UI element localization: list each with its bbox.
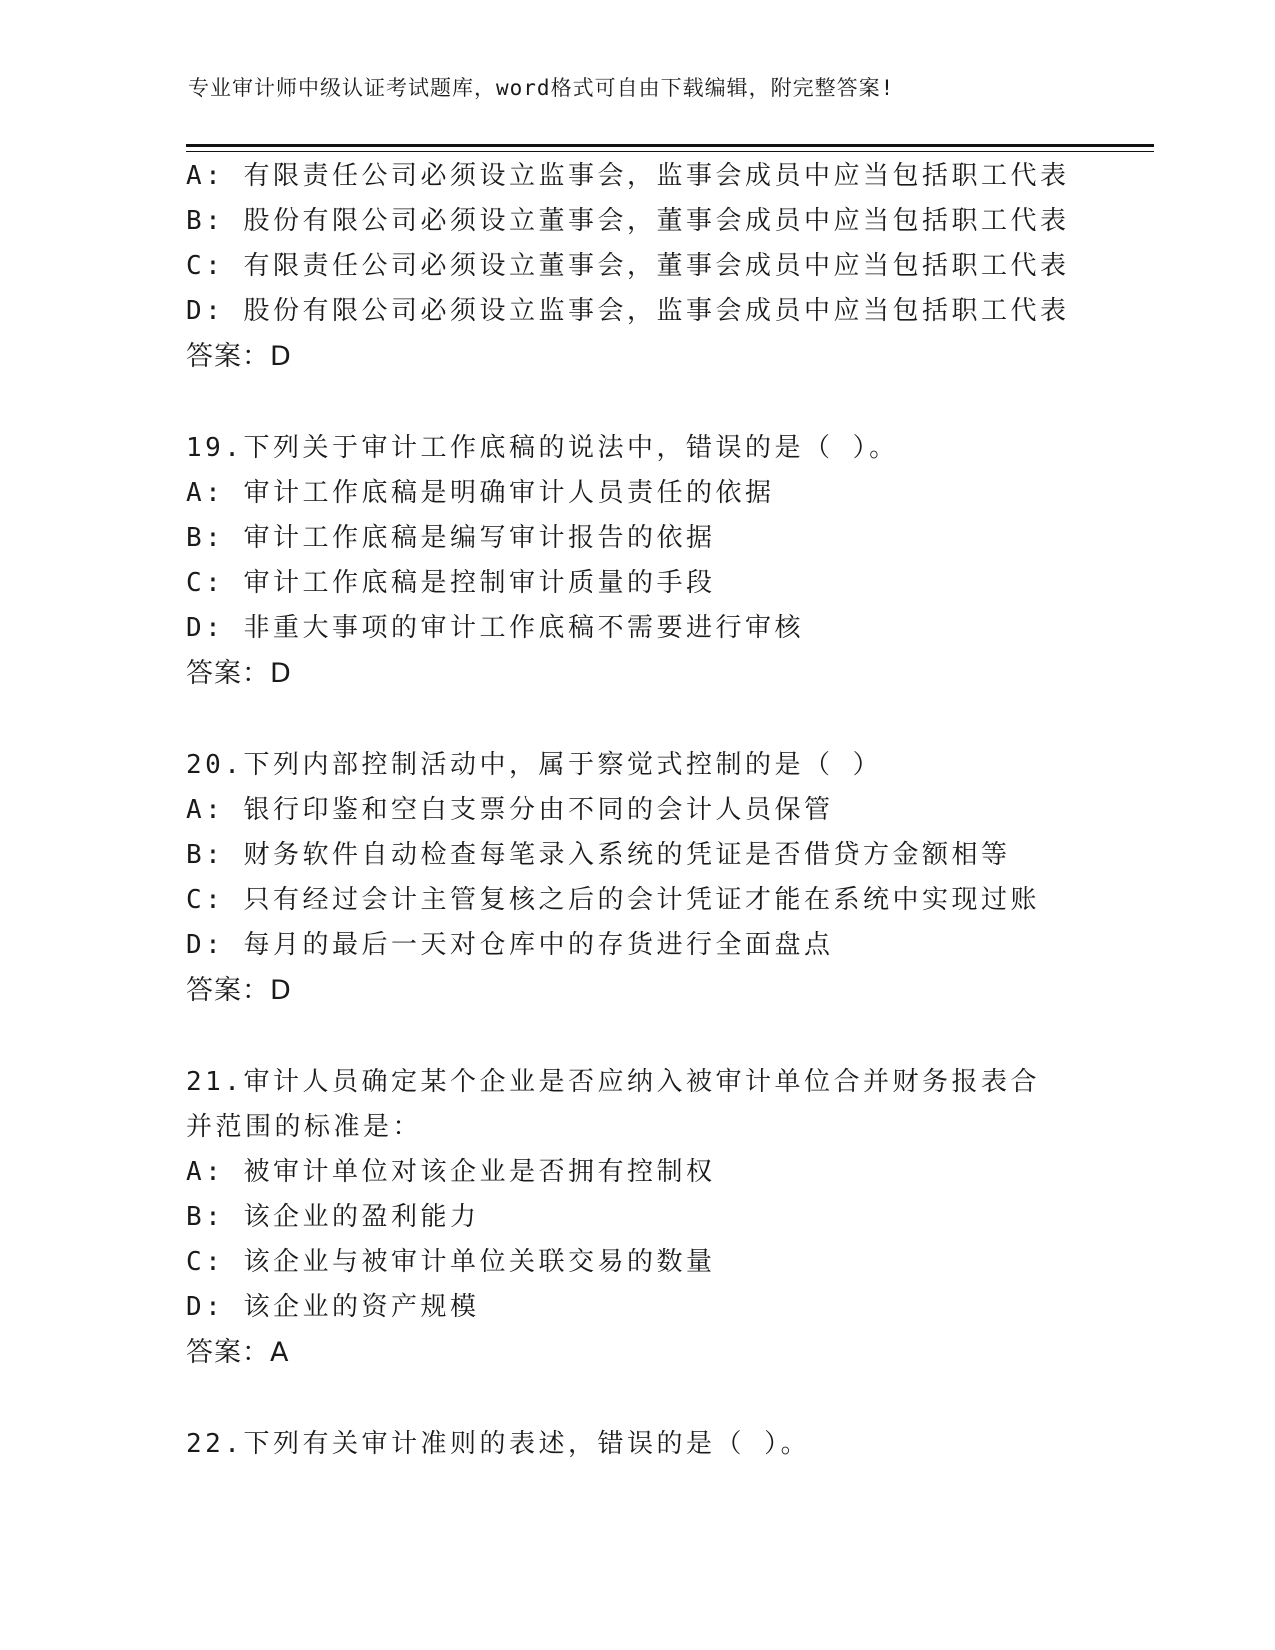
answer: 答案：D — [186, 975, 292, 1006]
option-a: A: 银行印鉴和空白支票分由不同的会计人员保管 — [186, 795, 834, 825]
option-a: A: 审计工作底稿是明确审计人员责任的依据 — [186, 478, 775, 508]
option-b: B: 审计工作底稿是编写审计报告的依据 — [186, 523, 716, 553]
question-text: 22.下列有关审计准则的表述，错误的是（ ）。 — [186, 1429, 811, 1459]
option-c: C: 审计工作底稿是控制审计质量的手段 — [186, 568, 716, 598]
question-block-19 — [186, 426, 1086, 696]
question-text: 21.审计人员确定某个企业是否应纳入被审计单位合并财务报表合并范围的标准是： — [186, 1067, 1040, 1142]
question-content — [186, 154, 1086, 1467]
option-b: B: 该企业的盈利能力 — [186, 1202, 480, 1232]
header-rule-thick — [186, 144, 1154, 147]
option-d: D: 股份有限公司必须设立监事会，监事会成员中应当包括职工代表 — [186, 296, 1070, 326]
option-d: D: 该企业的资产规模 — [186, 1292, 480, 1322]
question-block-22 — [186, 1422, 1086, 1467]
answer: 答案：D — [186, 658, 292, 689]
option-b: B: 股份有限公司必须设立董事会，董事会成员中应当包括职工代表 — [186, 206, 1070, 236]
option-c: C: 只有经过会计主管复核之后的会计凭证才能在系统中实现过账 — [186, 885, 1040, 915]
answer: 答案：A — [186, 1337, 290, 1368]
option-d: D: 每月的最后一天对仓库中的存货进行全面盘点 — [186, 930, 834, 960]
question-text: 20.下列内部控制活动中，属于察觉式控制的是（ ） — [186, 750, 883, 780]
page-header: 专业审计师中级认证考试题库，word格式可自由下载编辑，附完整答案! — [188, 76, 895, 100]
option-a: A: 有限责任公司必须设立监事会，监事会成员中应当包括职工代表 — [186, 161, 1070, 191]
question-block-20 — [186, 743, 1086, 1013]
option-c: C: 该企业与被审计单位关联交易的数量 — [186, 1247, 716, 1277]
option-c: C: 有限责任公司必须设立董事会，董事会成员中应当包括职工代表 — [186, 251, 1070, 281]
answer: 答案：D — [186, 341, 292, 372]
question-block-21 — [186, 1060, 1086, 1375]
option-b: B: 财务软件自动检查每笔录入系统的凭证是否借贷方金额相等 — [186, 840, 1011, 870]
question-block-18 — [186, 154, 1086, 379]
question-text: 19.下列关于审计工作底稿的说法中，错误的是（ ）。 — [186, 433, 899, 463]
header-rule-thin — [186, 151, 1154, 152]
option-a: A: 被审计单位对该企业是否拥有控制权 — [186, 1157, 716, 1187]
option-d: D: 非重大事项的审计工作底稿不需要进行审核 — [186, 613, 804, 643]
